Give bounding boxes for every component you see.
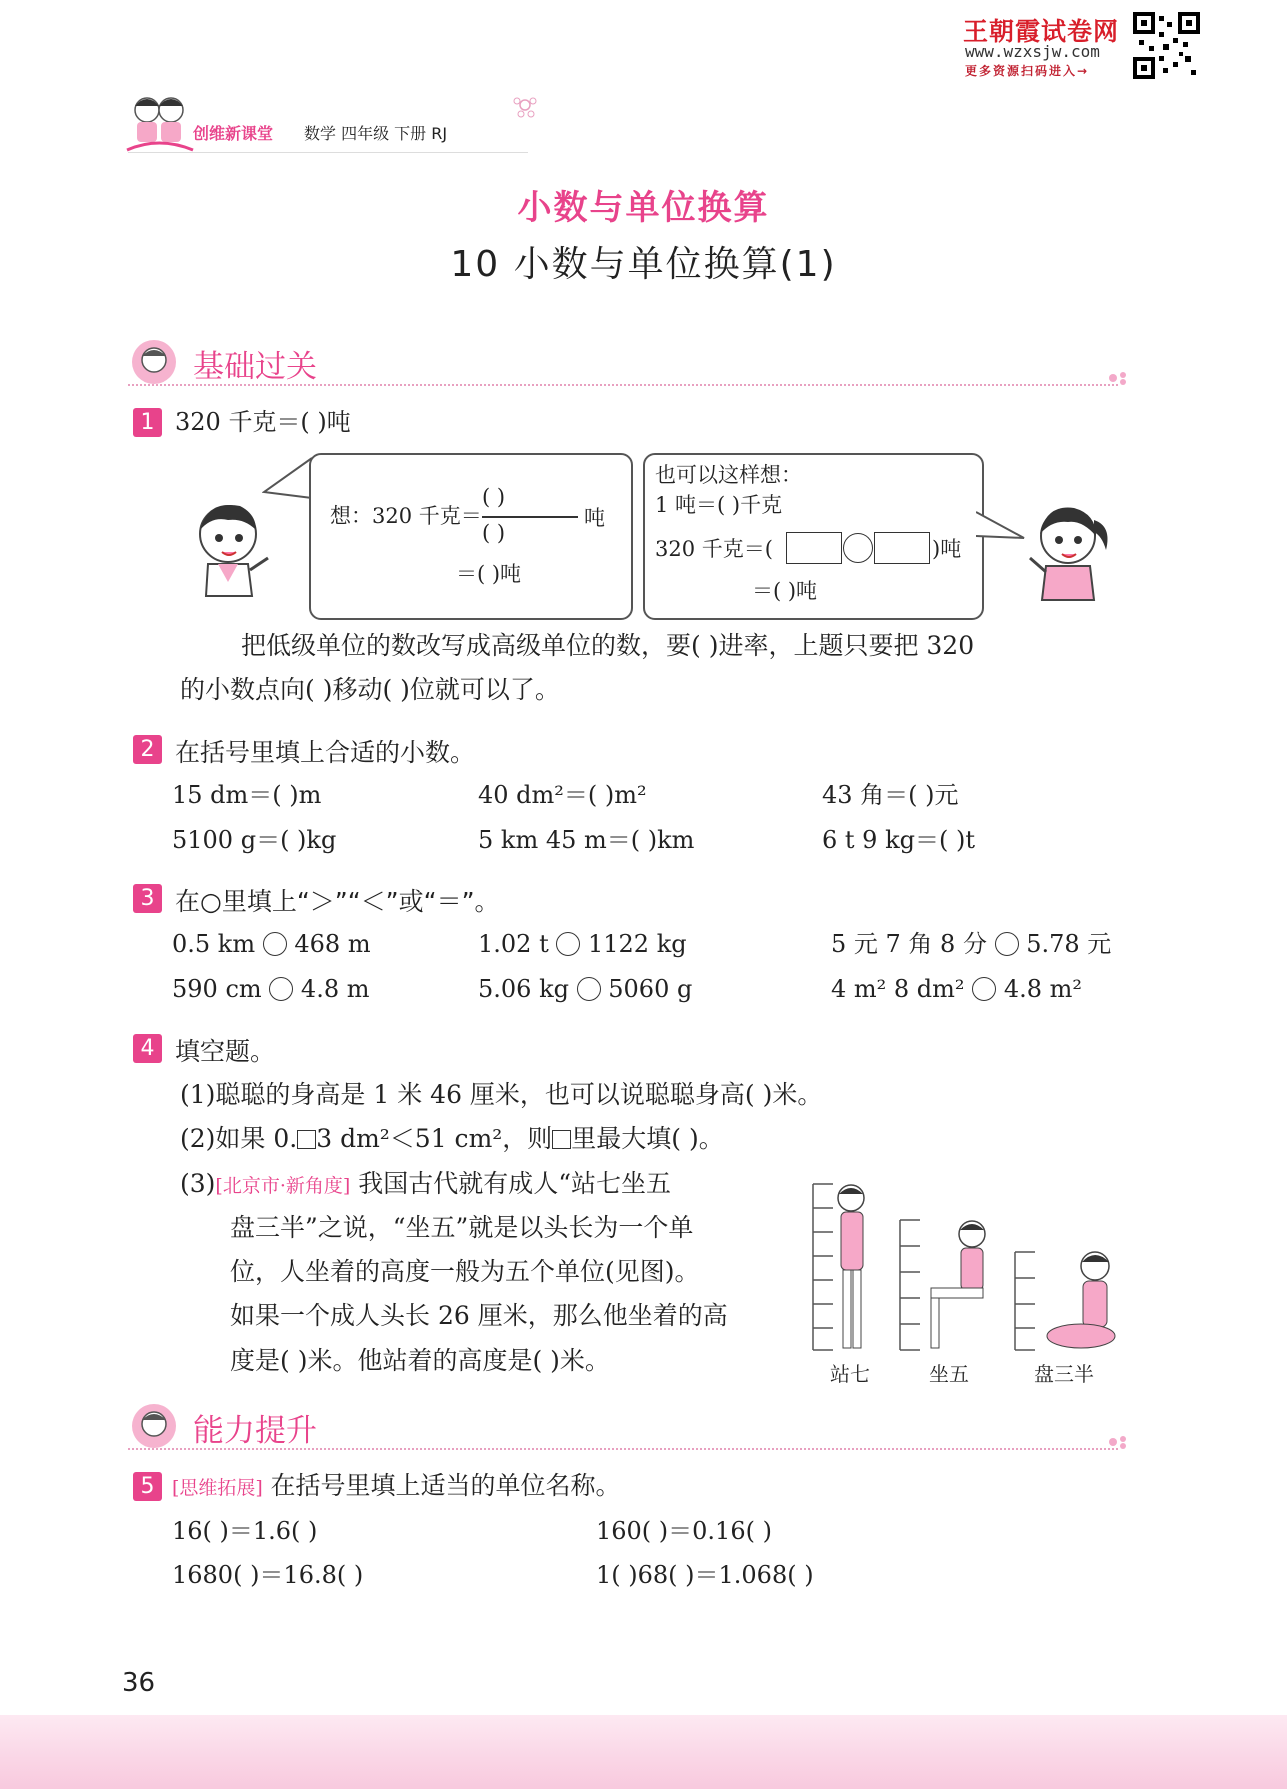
q4-sub3-line4: 如果一个成人头长 26 厘米，那么他坐着的高 bbox=[230, 1301, 728, 1330]
q3-left: 590 cm bbox=[172, 975, 262, 1003]
q4-sub2-a: (2)如果 0. bbox=[180, 1124, 298, 1153]
q5-item-1: 16( )＝1.6( ) bbox=[172, 1517, 318, 1545]
fraction-denominator: ( ) bbox=[482, 521, 506, 545]
unit-title: 小数与单位换算 bbox=[517, 188, 770, 228]
q3-item-5 bbox=[478, 974, 692, 1004]
q2-item-3: 43 角＝( )元 bbox=[822, 781, 959, 809]
blank-square[interactable] bbox=[297, 1130, 316, 1149]
compare-circle[interactable] bbox=[269, 977, 293, 1001]
answer-box-2[interactable] bbox=[874, 532, 930, 564]
q3-left: 5 元 7 角 8 分 bbox=[831, 930, 987, 958]
q2-item-6: 6 t 9 kg＝( )t bbox=[822, 826, 975, 854]
dots-decor-icon bbox=[1107, 1434, 1131, 1450]
q3-item-2 bbox=[478, 929, 687, 959]
question-number: 1 bbox=[133, 408, 162, 437]
section-advanced-divider bbox=[128, 1448, 1118, 1450]
question-number: 2 bbox=[133, 735, 162, 764]
q3-right: 5.78 元 bbox=[1026, 930, 1112, 958]
flower-icon bbox=[512, 92, 538, 118]
section-mascot-icon bbox=[128, 1402, 182, 1452]
q1-text-line2: 的小数点向( )移动( )位就可以了。 bbox=[180, 675, 560, 704]
q3-left: 0.5 km bbox=[172, 930, 256, 958]
question-number: 3 bbox=[133, 884, 162, 913]
q5-item-2: 160( )＝0.16( ) bbox=[596, 1517, 772, 1545]
q4-sub3-text1: 我国古代就有成人“站七坐五 bbox=[358, 1169, 672, 1198]
q3-right: 4.8 m² bbox=[1003, 975, 1083, 1003]
dots-decor-icon bbox=[1107, 370, 1131, 386]
bubble-tail-right bbox=[976, 508, 1026, 548]
fraction-numerator: ( ) bbox=[482, 485, 506, 509]
posture-illustration bbox=[805, 1180, 1125, 1358]
caption-cross-legged: 盘三半 bbox=[1034, 1362, 1094, 1386]
bubble-right-unit: )吨 bbox=[932, 537, 962, 561]
page-number: 36 bbox=[122, 1668, 156, 1698]
q3-left: 4 m² 8 dm² bbox=[831, 975, 965, 1003]
q3-item-1 bbox=[172, 929, 371, 959]
bubble-left-unit: 吨 bbox=[584, 506, 605, 530]
qr-code-icon bbox=[1133, 12, 1200, 79]
book-info: 数学 四年级 下册 RJ bbox=[304, 124, 448, 143]
q4-sub3-line1 bbox=[180, 1169, 671, 1201]
compare-circle[interactable] bbox=[263, 932, 287, 956]
q5-header bbox=[172, 1471, 620, 1503]
compare-circle[interactable] bbox=[972, 977, 996, 1001]
q3-item-3 bbox=[831, 929, 1111, 959]
q2-stem: 在括号里填上合适的小数。 bbox=[175, 738, 476, 767]
hint-bubble-left bbox=[309, 453, 633, 620]
q4-sub1: (1)聪聪的身高是 1 米 46 厘米，也可以说聪聪身高( )米。 bbox=[180, 1080, 823, 1109]
compare-circle[interactable] bbox=[577, 977, 601, 1001]
section-advanced-title: 能力提升 bbox=[193, 1413, 317, 1449]
watermark-url: www.wzxsjw.com bbox=[965, 42, 1100, 61]
q3-left: 1.02 t bbox=[478, 930, 549, 958]
q2-item-1: 15 dm＝( )m bbox=[172, 781, 322, 809]
q3-right: 1122 kg bbox=[588, 930, 687, 958]
bubble-left-line2: ＝( )吨 bbox=[456, 562, 522, 586]
bubble-right-line1: 也可以这样想： bbox=[655, 463, 802, 487]
q5-item-3: 1680( )＝16.8( ) bbox=[172, 1561, 364, 1589]
bubble-tail-left bbox=[262, 452, 312, 512]
q3-left: 5.06 kg bbox=[478, 975, 569, 1003]
q5-stem: 在括号里填上适当的单位名称。 bbox=[270, 1471, 621, 1500]
q3-stem: 在○里填上“＞”“＜”或“＝”。 bbox=[175, 887, 500, 916]
q5-tag: [思维拓展] bbox=[172, 1477, 263, 1499]
section-mascot-icon bbox=[128, 338, 182, 388]
q4-sub3-line2: 盘三半”之说，“坐五”就是以头长为一个单 bbox=[230, 1213, 694, 1242]
answer-circle[interactable] bbox=[843, 533, 873, 563]
kids-logo-icon bbox=[125, 90, 195, 154]
q4-sub2 bbox=[180, 1124, 724, 1154]
q2-item-4: 5100 g＝( )kg bbox=[172, 826, 337, 854]
q2-item-5: 5 km 45 m＝( )km bbox=[478, 826, 695, 854]
q4-stem: 填空题。 bbox=[175, 1037, 276, 1066]
q1-stem: 320 千克＝( )吨 bbox=[175, 408, 351, 436]
q4-sub3-line5: 度是( )米。他站着的高度是( )米。 bbox=[230, 1346, 610, 1375]
boy-character-icon bbox=[188, 496, 272, 606]
bubble-right-line3: 320 千克＝( bbox=[655, 537, 773, 561]
q4-sub3-line3: 位，人坐着的高度一般为五个单位(见图)。 bbox=[230, 1257, 700, 1286]
q5-item-4: 1( )68( )＝1.068( ) bbox=[596, 1561, 814, 1589]
q1-text-line1: 把低级单位的数改写成高级单位的数，要( )进率，上题只要把 320 bbox=[241, 631, 975, 660]
q4-sub3-label: (3) bbox=[180, 1169, 216, 1198]
bubble-right-line4: ＝( )吨 bbox=[752, 579, 818, 603]
lesson-title: 10 小数与单位换算(1) bbox=[450, 244, 837, 285]
q2-item-2: 40 dm²＝( )m² bbox=[478, 781, 647, 809]
bottom-decor-band bbox=[0, 1715, 1287, 1789]
q3-item-4 bbox=[172, 974, 369, 1004]
answer-box-1[interactable] bbox=[786, 532, 842, 564]
watermark-brand: 王朝霞试卷网 bbox=[963, 17, 1120, 46]
blank-square[interactable] bbox=[552, 1130, 571, 1149]
caption-stand: 站七 bbox=[830, 1362, 870, 1386]
q4-tag: [北京市·新角度] bbox=[215, 1175, 351, 1197]
q3-right: 5060 g bbox=[608, 975, 693, 1003]
bubble-left-line1: 想：320 千克＝ bbox=[330, 504, 482, 528]
section-basic-divider bbox=[128, 384, 1118, 386]
girl-character-icon bbox=[1022, 496, 1114, 606]
header-rule bbox=[128, 152, 528, 153]
series-name: 创维新课堂 bbox=[193, 124, 274, 143]
q3-right: 4.8 m bbox=[300, 975, 370, 1003]
question-number: 4 bbox=[133, 1034, 162, 1063]
compare-circle[interactable] bbox=[556, 932, 580, 956]
bubble-right-line2: 1 吨＝( )千克 bbox=[655, 493, 783, 517]
watermark-note: 更多资源扫码进入→ bbox=[965, 64, 1090, 78]
caption-sit: 坐五 bbox=[929, 1362, 969, 1386]
compare-circle[interactable] bbox=[995, 932, 1019, 956]
q3-item-6 bbox=[831, 974, 1082, 1004]
q4-sub2-b: 3 dm²＜51 cm²，则 bbox=[316, 1124, 553, 1153]
question-number: 5 bbox=[133, 1472, 162, 1501]
q4-sub2-c: 里最大填( )。 bbox=[571, 1124, 724, 1153]
section-basic-title: 基础过关 bbox=[193, 349, 317, 385]
q3-right: 468 m bbox=[294, 930, 371, 958]
